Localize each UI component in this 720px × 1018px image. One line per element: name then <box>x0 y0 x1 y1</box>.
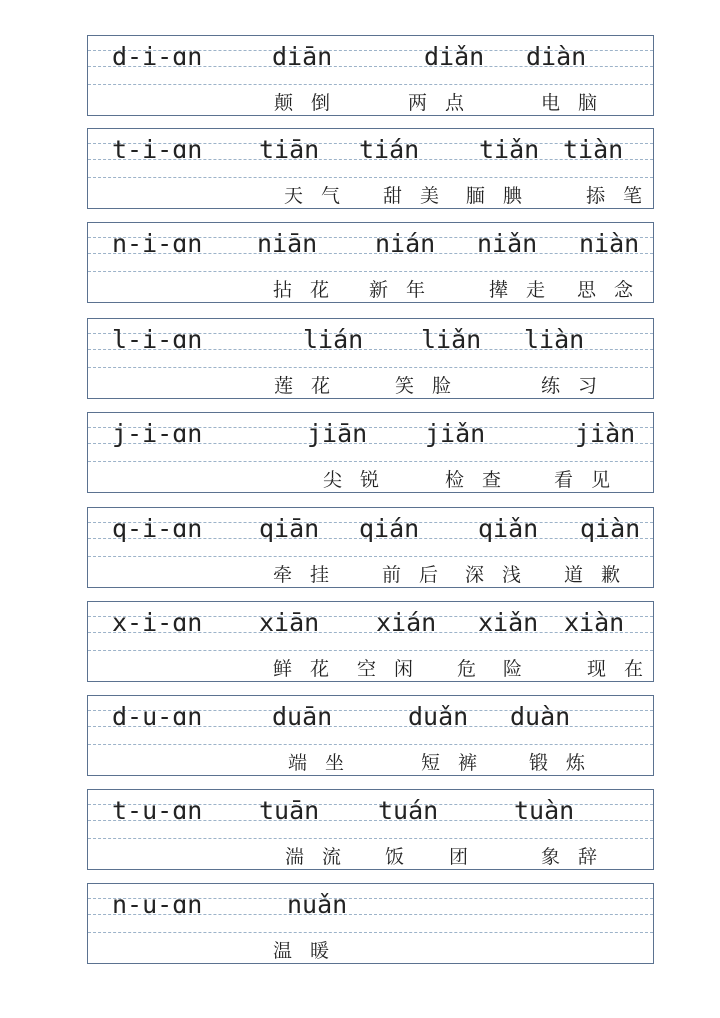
pinyin-syllable: nián <box>375 229 436 258</box>
chinese-word: 湍流 <box>285 846 360 868</box>
pinyin-row <box>87 128 661 209</box>
pinyin-syllable: xián <box>376 608 437 637</box>
chinese-word: 鲜花 <box>273 658 348 680</box>
pinyin-syllable: niān <box>257 229 318 258</box>
chinese-word: 看见 <box>554 469 629 491</box>
chinese-word: 新年 <box>369 279 444 301</box>
chinese-word: 莲花 <box>274 375 349 397</box>
chinese-word: 尖锐 <box>323 469 398 491</box>
chinese-word: 牵挂 <box>273 564 348 586</box>
guide-line <box>88 271 653 272</box>
pinyin-syllable: diǎn <box>424 42 485 71</box>
guide-line <box>88 650 653 651</box>
chinese-word: 拈花 <box>273 279 348 301</box>
pinyin-syllable: tiǎn <box>479 135 540 164</box>
pinyin-row <box>87 601 662 682</box>
pinyin-syllable: tuàn <box>514 796 575 825</box>
pinyin-syllable: duàn <box>510 702 571 731</box>
pinyin-row <box>87 35 654 116</box>
pinyin-syllable: jiān <box>307 419 368 448</box>
pinyin-syllable: qiǎn <box>478 514 539 543</box>
spelling-breakdown: q-i-ɑn <box>112 514 203 543</box>
spelling-breakdown: l-i-ɑn <box>112 325 203 354</box>
spelling-breakdown: d-u-ɑn <box>112 702 203 731</box>
chinese-word: 现在 <box>587 658 662 680</box>
spelling-breakdown: t-u-ɑn <box>112 796 203 825</box>
chinese-word: 饭团 <box>385 846 514 868</box>
pinyin-syllable: duān <box>272 702 333 731</box>
pinyin-syllable: liǎn <box>421 325 482 354</box>
pinyin-row <box>87 883 654 964</box>
pinyin-syllable: xiān <box>259 608 320 637</box>
chinese-word: 腼腆 <box>466 185 541 207</box>
guide-line <box>88 838 653 839</box>
pinyin-syllable: diān <box>272 42 333 71</box>
chinese-word: 空闲 <box>357 658 432 680</box>
guide-line <box>88 744 653 745</box>
pinyin-syllable: xiǎn <box>478 608 539 637</box>
pinyin-syllable: diàn <box>526 42 587 71</box>
pinyin-row <box>87 695 654 776</box>
chinese-word: 危险 <box>457 658 550 680</box>
chinese-word: 道歉 <box>564 564 639 586</box>
pinyin-syllable: tuān <box>259 796 320 825</box>
spelling-breakdown: t-i-ɑn <box>112 135 203 164</box>
chinese-word: 撵走 <box>489 279 564 301</box>
chinese-word: 短裤 <box>421 752 496 774</box>
guide-line <box>88 177 653 178</box>
chinese-word: 两点 <box>408 92 483 114</box>
guide-line <box>88 556 653 557</box>
chinese-word: 天气 <box>284 185 359 207</box>
chinese-word: 电脑 <box>541 92 616 114</box>
pinyin-row <box>87 789 654 870</box>
chinese-word: 前后 <box>382 564 457 586</box>
chinese-word: 温暖 <box>273 940 348 962</box>
spelling-breakdown: n-i-ɑn <box>112 229 203 258</box>
chinese-word: 练习 <box>541 375 616 397</box>
pinyin-syllable: jiǎn <box>425 419 486 448</box>
pinyin-syllable: liàn <box>524 325 585 354</box>
spelling-breakdown: d-i-ɑn <box>112 42 203 71</box>
pinyin-syllable: jiàn <box>575 419 636 448</box>
pinyin-syllable: duǎn <box>408 702 469 731</box>
pinyin-syllable: lián <box>303 325 364 354</box>
chinese-word: 锻炼 <box>529 752 604 774</box>
pinyin-syllable: xiàn <box>564 608 625 637</box>
pinyin-syllable: qiàn <box>580 514 641 543</box>
pinyin-row <box>87 318 654 399</box>
chinese-word: 端坐 <box>288 752 363 774</box>
guide-line <box>88 367 653 368</box>
pinyin-syllable: niàn <box>579 229 640 258</box>
pinyin-row <box>87 507 654 588</box>
guide-line <box>88 84 653 85</box>
pinyin-syllable: niǎn <box>477 229 538 258</box>
spelling-breakdown: j-i-ɑn <box>112 419 203 448</box>
pinyin-syllable: tiān <box>259 135 320 164</box>
pinyin-syllable: nuǎn <box>287 890 348 919</box>
chinese-word: 思念 <box>577 279 652 301</box>
pinyin-syllable: tuán <box>378 796 439 825</box>
pinyin-syllable: qián <box>359 514 420 543</box>
pinyin-syllable: tiàn <box>563 135 624 164</box>
chinese-word: 颠倒 <box>274 92 349 114</box>
pinyin-row <box>87 222 654 303</box>
spelling-breakdown: x-i-ɑn <box>112 608 203 637</box>
chinese-word: 检查 <box>445 469 520 491</box>
pinyin-syllable: qiān <box>259 514 320 543</box>
pinyin-syllable: tián <box>359 135 420 164</box>
chinese-word: 掭笔 <box>586 185 661 207</box>
spelling-breakdown: n-u-ɑn <box>112 890 203 919</box>
chinese-word: 深浅 <box>465 564 540 586</box>
chinese-word: 甜美 <box>383 185 458 207</box>
chinese-word: 象辞 <box>541 846 616 868</box>
pinyin-row <box>87 412 654 493</box>
guide-line <box>88 932 653 933</box>
guide-line <box>88 461 653 462</box>
chinese-word: 笑脸 <box>395 375 470 397</box>
